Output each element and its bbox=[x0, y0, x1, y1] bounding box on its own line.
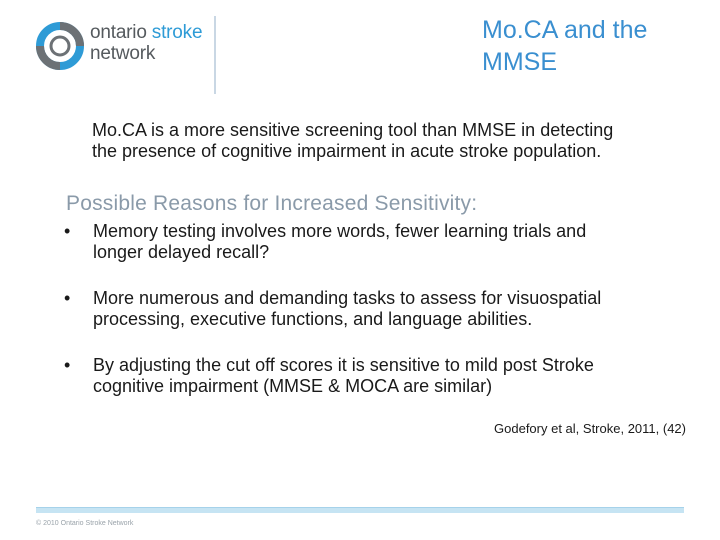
bullet-text-line-2: longer delayed recall? bbox=[93, 242, 270, 262]
bullet-text-line-1: By adjusting the cut off scores it is sensitive to mild post Stroke bbox=[93, 355, 594, 375]
header-divider bbox=[214, 16, 216, 94]
footer-rule bbox=[36, 507, 684, 513]
bullet-text-line-1: More numerous and demanding tasks to assess for visuospatial bbox=[93, 288, 602, 308]
footer-copyright: © 2010 Ontario Stroke Network bbox=[36, 520, 134, 527]
logo-word-stroke: stroke bbox=[151, 22, 203, 43]
logo-word-ontario: ontario bbox=[90, 22, 147, 43]
bullet-item bbox=[64, 355, 664, 397]
citation: Godefory et al, Stroke, 2011, (42) bbox=[494, 421, 686, 436]
bullet-dot: • bbox=[64, 221, 71, 241]
bullet-text-line-2: processing, executive functions, and language abilities. bbox=[93, 309, 533, 329]
slide-title bbox=[482, 14, 702, 78]
bullet-text-line-2: cognitive impairment (MMSE & MOCA are similar) bbox=[93, 376, 493, 396]
bullet-dot: • bbox=[64, 288, 71, 308]
slide-title-line-1: Mo.CA and the bbox=[482, 16, 648, 44]
section-subheading: Possible Reasons for Increased Sensitivity: bbox=[66, 192, 478, 215]
intro-line-2: the presence of cognitive impairment in acute stroke population. bbox=[92, 141, 602, 161]
logo-ring-icon bbox=[34, 20, 86, 72]
bullet-text-line-1: Memory testing involves more words, fewer learning trials and bbox=[93, 221, 587, 241]
intro-paragraph bbox=[92, 120, 692, 162]
ontario-stroke-network-logo bbox=[34, 18, 214, 74]
bullet-dot: • bbox=[64, 355, 71, 375]
bullet-item bbox=[64, 221, 664, 263]
intro-line-1: Mo.CA is a more sensitive screening tool than MMSE in detecting bbox=[92, 120, 614, 140]
logo-word-network: network bbox=[90, 43, 156, 64]
logo-wordmark bbox=[90, 22, 202, 64]
slide-title-line-2: MMSE bbox=[482, 48, 557, 76]
bullet-item bbox=[64, 288, 664, 330]
